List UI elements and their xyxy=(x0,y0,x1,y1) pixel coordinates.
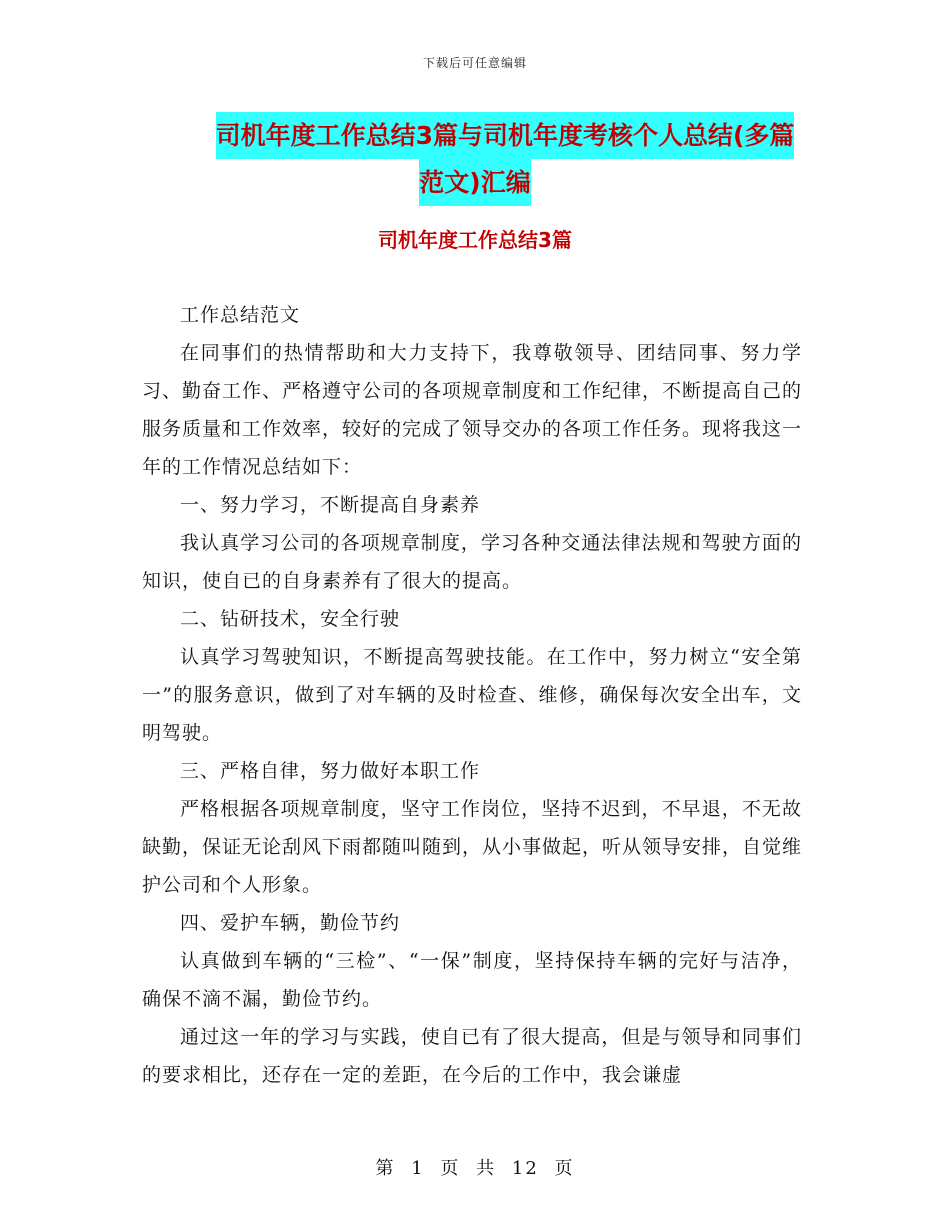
paragraph: 认真做到车辆的“三检”、“一保”制度，坚持保持车辆的完好与洁净，确保不滴不漏，勤俭节约。 xyxy=(142,950,802,1010)
paragraph: 通过这一年的学习与实践，使自已有了很大提高，但是与领导和同事们的要求相比，还存在一定的差距，在今后的工作中，我会谦虚 xyxy=(142,1026,802,1086)
body-text xyxy=(142,296,802,1094)
paragraph-heading: 一、努力学习，不断提高自身素养 xyxy=(180,494,481,516)
paragraph-heading: 三、严格自律，努力做好本职工作 xyxy=(180,760,481,782)
footer-total-label: 共 xyxy=(476,1158,497,1179)
paragraph: 认真学习驾驶知识，不断提高驾驶技能。在工作中，努力树立“安全第一”的服务意识，做到了对车辆的及时检查、维修，确保每次安全出车，文明驾驶。 xyxy=(142,646,802,744)
footer-page-number: 1 xyxy=(411,1158,425,1179)
document-title xyxy=(0,112,950,206)
paragraph: 严格根据各项规章制度，坚守工作岗位，坚持不迟到，不早退，不无故缺勤，保证无论刮风下雨都随叫随到，从小事做起，听从领导安排，自觉维护公司和个人形象。 xyxy=(142,798,803,896)
section-title: 司机年度工作总结3篇 xyxy=(378,228,572,252)
paragraph: 工作总结范文 xyxy=(180,304,301,326)
paragraph-heading: 四、爱护车辆，勤俭节约 xyxy=(180,912,401,934)
footer-suffix: 页 xyxy=(554,1158,575,1179)
footer-total-pages: 12 xyxy=(511,1158,539,1179)
footer-prefix: 第 xyxy=(375,1158,396,1179)
paragraph-heading: 二、钻研技术，安全行驶 xyxy=(180,608,401,630)
paragraph: 我认真学习公司的各项规章制度，学习各种交通法律法规和驾驶方面的知识，使自已的自身素养有了很大的提高。 xyxy=(142,532,802,592)
title-line-1: 司机年度工作总结3篇与司机年度考核个人总结(多篇 xyxy=(216,112,795,159)
footer-page-label: 页 xyxy=(440,1158,461,1179)
page-footer xyxy=(0,1154,950,1180)
paragraph: 在同事们的热情帮助和大力支持下，我尊敬领导、团结同事、努力学习、勤奋工作、严格遵守公司的各项规章制度和工作纪律，不断提高自己的服务质量和工作效率，较好的完成了领导交办的各项工作任务。现将我这一年的工作情况总结如下： xyxy=(142,342,803,478)
header-note: 下载后可任意编辑 xyxy=(422,56,527,70)
title-line-2: 范文)汇编 xyxy=(419,159,530,206)
